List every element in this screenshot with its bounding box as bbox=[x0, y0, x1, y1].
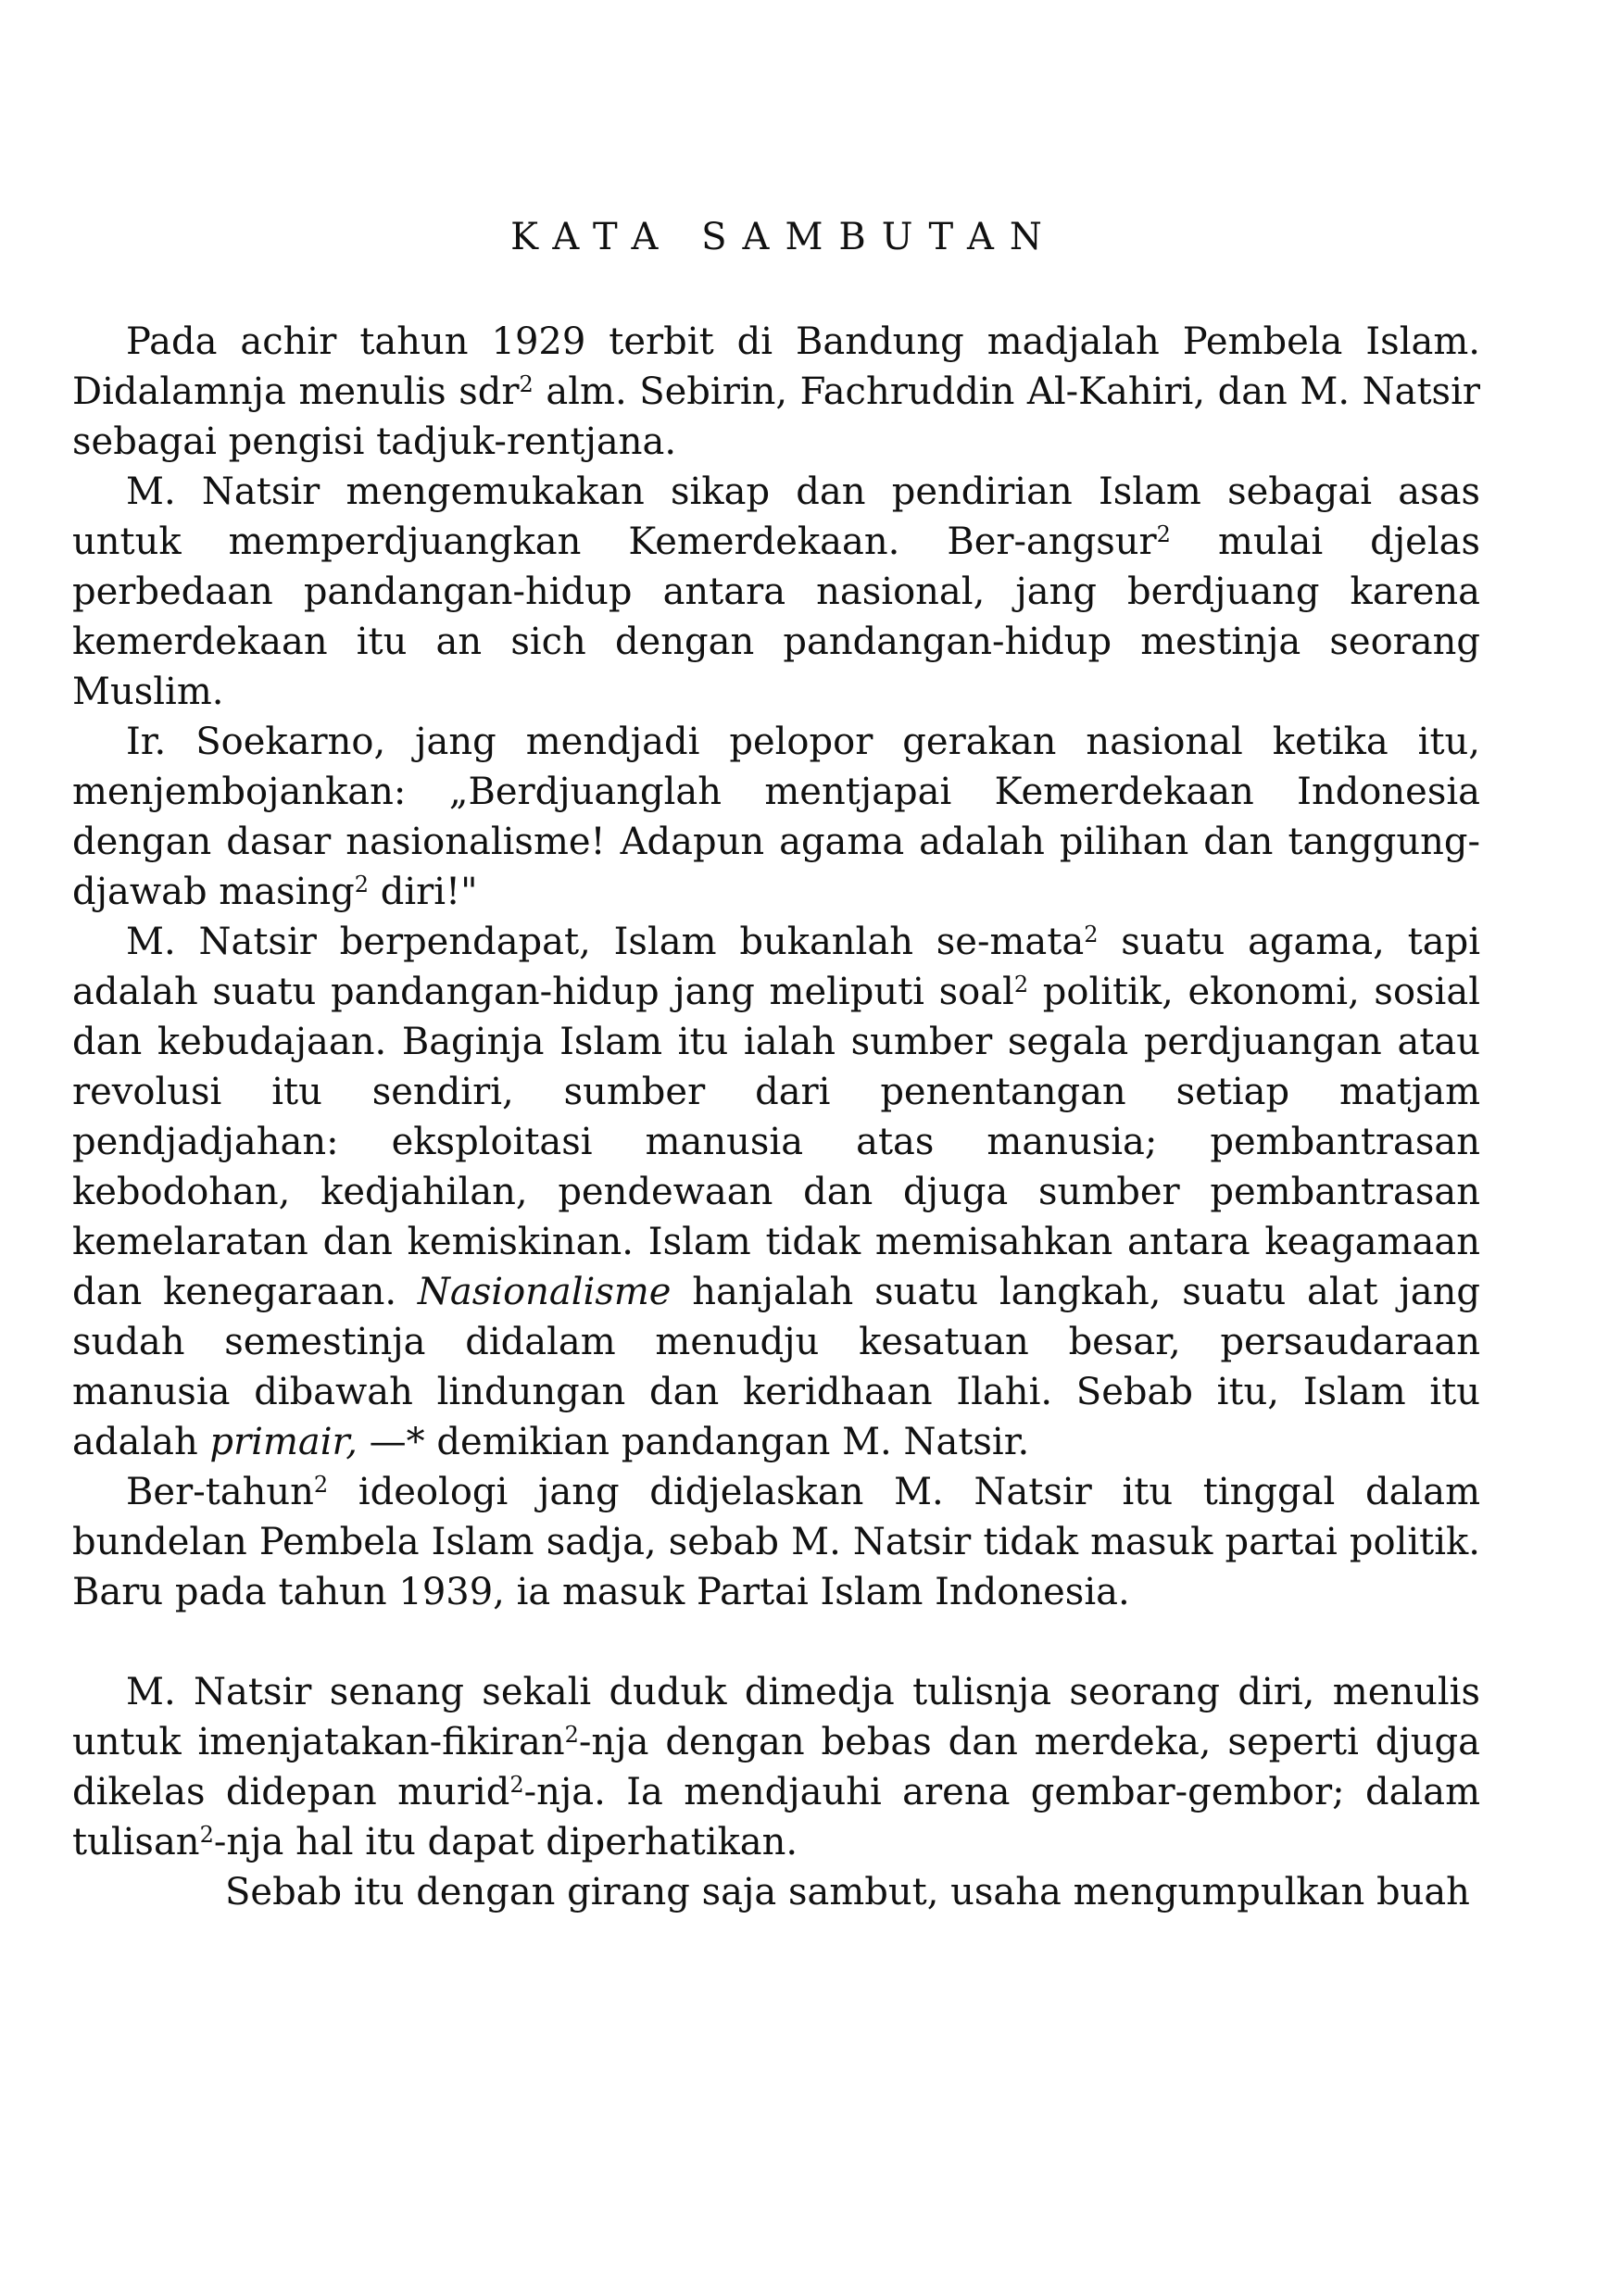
superscript-repeat-mark: 2 bbox=[1084, 922, 1099, 947]
superscript-repeat-mark: 2 bbox=[1156, 521, 1171, 547]
text-run: Pada achir tahun 1929 terbit di Bandung madjalah Pembela Islam. Didalamnja menulis sdr bbox=[72, 320, 1480, 413]
italic-text: Nasionalisme bbox=[417, 1271, 672, 1313]
paragraph bbox=[72, 467, 1480, 717]
text-run: -nja. Ia mendjauhi arena gembar-gembor; dalam tulisan bbox=[72, 1771, 1481, 1863]
text-run: M. Natsir berpendapat, Islam bukanlah se-mata bbox=[126, 921, 1085, 963]
italic-text: primair, bbox=[209, 1421, 358, 1463]
text-run: suatu agama, tapi adalah suatu pandangan-hidup jang meliputi soal bbox=[72, 921, 1481, 1013]
text-run: Ir. Soekarno, jang mendjadi pelopor gerakan nasional ketika itu, menjembojankan: „Berdjuanglah mentjapai Kemerdekaan Indonesia dengan dasar nasionalisme! Adapun agama adalah pilihan dan tanggung-djawab masing bbox=[72, 721, 1480, 913]
text-run: -nja dengan bebas dan merdeka, seperti djuga dikelas didepan murid bbox=[72, 1721, 1480, 1813]
text-run: Ber-tahun bbox=[126, 1471, 314, 1513]
superscript-repeat-mark: 2 bbox=[313, 1472, 329, 1498]
paragraph bbox=[72, 317, 1480, 467]
paragraph bbox=[72, 1867, 1480, 1917]
text-run: alm. Sebirin, Fachruddin Al-Kahiri, dan M. Natsir sebagai pengisi tadjuk-rentjana. bbox=[72, 370, 1480, 463]
page-title: KATA SAMBUTAN bbox=[510, 216, 1058, 258]
body-text bbox=[72, 317, 1480, 1917]
text-run: hanjalah suatu langkah, suatu alat jang sudah semestinja didalam menudju kesatuan besar, persaudaraan manusia dibawah lindungan dan keridhaan Ilahi. Sebab itu, Islam itu adalah bbox=[72, 1271, 1480, 1463]
text-run: ideologi jang didjelaskan M. Natsir itu tinggal dalam bundelan Pembela Islam sadja, sebab M. Natsir tidak masuk partai politik. Baru pada tahun 1939, ia masuk Partai Islam Indonesia. bbox=[72, 1471, 1480, 1613]
paragraph bbox=[72, 917, 1480, 1467]
superscript-repeat-mark: 2 bbox=[509, 1772, 524, 1798]
superscript-repeat-mark: 2 bbox=[564, 1722, 579, 1748]
text-run: M. Natsir mengemukakan sikap dan pendirian Islam sebagai asas untuk memperdjuangkan Kemerdekaan. Ber-angsur bbox=[72, 470, 1480, 563]
superscript-repeat-mark: 2 bbox=[354, 872, 370, 897]
text-run: politik, ekonomi, sosial dan kebudajaan. Baginja Islam itu ialah sumber segala perdjuangan atau revolusi itu sendiri, sumber dari penentangan setiap matjam pendjadjahan: eksploitasi manusia atas manusia; pembantrasan kebodohan, kedjahilan, pendewaan dan djuga sumber pembantrasan kemelaratan dan kemiskinan. Islam tidak memisahkan antara keagamaan dan kenegaraan. bbox=[72, 971, 1480, 1313]
superscript-repeat-mark: 2 bbox=[199, 1822, 214, 1848]
text-run: —* demikian pandangan M. Natsir. bbox=[357, 1421, 1030, 1463]
text-run: diri!" bbox=[369, 871, 478, 913]
paragraph bbox=[72, 1467, 1480, 1617]
text-run: Sebab itu dengan girang saja sambut, usaha mengumpulkan buah bbox=[225, 1871, 1470, 1913]
paragraph bbox=[72, 717, 1480, 917]
text-run: mulai djelas perbedaan pandangan-hidup antara nasional, jang berdjuang karena kemerdekaan itu an sich dengan pandangan-hidup mestinja seorang Muslim. bbox=[72, 521, 1480, 713]
superscript-repeat-mark: 2 bbox=[519, 371, 534, 397]
superscript-repeat-mark: 2 bbox=[1013, 972, 1029, 997]
paragraph bbox=[72, 1667, 1480, 1867]
text-run: M. Natsir senang sekali duduk dimedja tulisnja seorang diri, menulis untuk imenjatakan-fikiran bbox=[72, 1671, 1480, 1763]
document-page bbox=[72, 213, 1480, 1917]
text-run: -nja hal itu dapat diperhatikan. bbox=[213, 1821, 798, 1863]
